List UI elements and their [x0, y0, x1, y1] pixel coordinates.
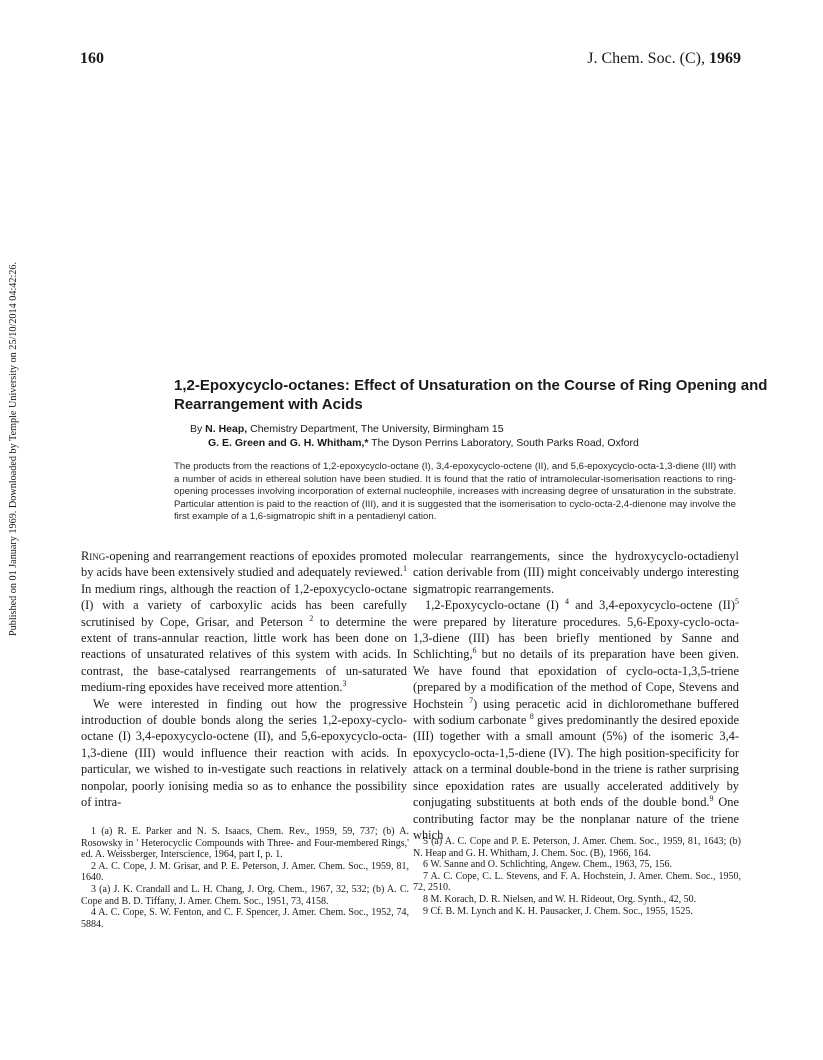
footnote: 4 A. C. Cope, S. W. Fenton, and C. F. Spencer, J. Amer. Chem. Soc., 1952, 74, 5884.: [81, 907, 409, 930]
reference-mark: 1: [403, 564, 407, 574]
footnote: 3 (a) J. K. Crandall and L. H. Chang, J. Org. Chem., 1967, 32, 532; (b) A. C. Cope and B. D. Tiffany, J. Amer. Chem. Soc., 1951, 73, 4158.: [81, 883, 409, 907]
text-run: were prepared by literature procedures. 5,6-Epoxy-cyclo-octa-1,3-diene (III) has been briefly mentioned by Sanne and Schlichting,: [413, 614, 739, 662]
author-line-1: [190, 422, 780, 436]
abstract: The products from the reactions of 1,2-epoxycyclo-octane (I), 3,4-epoxycyclo-octene (II), and 5,6-epoxycyclo-octa-1,3-diene (III) with a number of acids in ethereal solution have been studied. It is found that the ratio of intramolecular-isomerisation reactions to ring-opening processes involving incorporation of external nucleophile, increases with increasing degree of unsaturation in the substrate. Particular attention is paid to the reaction of (III), and it is suggested that the isomerisation to cyclo-octa-2,4-dienone may involve the first example of a 1,6-sigmatropic shift in a pentadienyl cation.: [174, 461, 736, 522]
reference-mark: 6: [472, 646, 477, 656]
footnotes-left: [81, 826, 409, 930]
text-run: but no details of its preparation have been given. We have found that epoxidation of cyclo-octa-1,3,5-triene (prepared by a modification of the method of Cope, Stevens and Hochstein: [413, 647, 739, 711]
page-number: 160: [80, 50, 104, 67]
body-column-left: [81, 548, 407, 811]
download-note-text: Published on 01 January 1969. Downloaded by Temple University on 25/10/2014 04:42:26.: [8, 261, 19, 636]
affiliation-1: Chemistry Department, The University, Birmingham 15: [247, 423, 504, 435]
author-name-1: N. Heap,: [205, 423, 248, 435]
journal-year: 1969: [709, 50, 741, 67]
footnote: 6 W. Sanne and O. Schlichting, Angew. Chem., 1963, 75, 156.: [423, 859, 673, 871]
download-margin-note: [6, 238, 20, 638]
paragraph: [81, 548, 407, 696]
text-run: gives predominantly the desired epoxide (III) together with a small amount (5%) of the isomeric 3,4-epoxycyclo-octa-1,5-diene (IV). The high position-specificity for attack on a terminal double-bond in the triene is rather surprising since epoxidation rates are usually accelerated additively by conjugating substituents at both ends of the double bond.: [413, 713, 740, 810]
article-title: 1,2-Epoxycyclo-octanes: Effect of Unsaturation on the Course of Ring Opening and Rearrangement with Acids: [174, 377, 768, 413]
reference-mark: 5: [735, 597, 739, 607]
footnote: 7 A. C. Cope, C. L. Stevens, and F. A. Hochstein, J. Amer. Chem. Soc., 1950, 72, 2510.: [413, 870, 741, 894]
text-run: One contributing factor may be the nonplanar nature of the triene which: [413, 795, 739, 842]
footnotes-right: [413, 836, 741, 917]
paragraph: [413, 597, 739, 843]
journal-reference: [587, 50, 741, 68]
reference-mark: 9: [709, 793, 714, 803]
affiliation-2: The Dyson Perrins Laboratory, South Parks Road, Oxford: [368, 437, 639, 449]
reference-mark: 8: [529, 711, 534, 721]
text-run: ) using peracetic acid in dichloromethane buffered with sodium carbonate: [413, 696, 740, 728]
body-column-right: [413, 548, 739, 843]
footnote: 1 (a) R. E. Parker and N. S. Isaacs, Chem. Rev., 1959, 59, 737; (b) A. Rosowsky in ' Heterocyclic Compounds with Three- and Four-membered Rings,' ed. A. Weissberger, Interscience, 1964, part I, p. 1.: [81, 826, 409, 861]
author-block: [190, 422, 780, 450]
footnote: 5 (a) A. C. Cope and P. E. Peterson, J. Amer. Chem. Soc., 1959, 81, 1643; (b) N. Heap and G. H. Whitham, J. Chem. Soc. (B), 1966, 164.: [413, 836, 741, 859]
reference-mark: 4: [564, 597, 569, 607]
text-run: and 3,4-epoxycyclo-octene (II): [568, 598, 735, 613]
reference-mark: 7: [469, 695, 474, 705]
author-name-2: G. E. Green and G. H. Whitham,*: [208, 437, 369, 449]
paragraph: molecular rearrangements, since the hydroxycyclo-octadienyl cation derivable from (III) might conceivably undergo interesting sigmatropic rearrangements.: [413, 549, 739, 596]
footnote: 8 M. Korach, D. R. Nielsen, and W. H. Rideout, Org. Synth., 42, 50.: [423, 893, 697, 905]
footnote: 2 A. C. Cope, J. M. Grisar, and P. E. Peterson, J. Amer. Chem. Soc., 1959, 81, 1640.: [81, 860, 409, 884]
text-run: In medium rings, although the reaction of 1,2-epoxycyclo-octane (I) with a variety of carboxylic acids has been carefully scrutinised by Cope, Grisar, and Peterson: [81, 581, 407, 629]
byline-prefix: By: [190, 423, 206, 435]
text-run: to determine the extent of trans-annular reaction, little work has been done on reactions of unsaturated relatives of this system with acids. In contrast, the base-catalysed rearrangements of un-saturated medium-ring epoxides have received more attention.: [81, 614, 408, 695]
paragraph: We were interested in finding out how the progressive introduction of double bonds along the series 1,2-epoxy-cyclo-octane (I) 3,4-epoxycyclo-octene (II), and 5,6-epoxycyclo-octa-1,3-diene (III) would influence their reaction with acids. In particular, we wished to in-vestigate such reactions in relatively nonpolar, poorly ionising media so as to enhance the possibility of intra-: [81, 696, 407, 810]
text-run: -opening and rearrangement reactions of epoxides promoted by acids have been extensively studied and adequately reviewed.: [81, 549, 407, 580]
journal-name: J. Chem. Soc. (C),: [587, 50, 709, 67]
author-line-2: [190, 436, 780, 450]
footnote: 9 Cf. B. M. Lynch and K. H. Pausacker, J. Chem. Soc., 1955, 1525.: [423, 905, 693, 917]
drop-word: Ring: [81, 549, 106, 563]
text-run: 1,2-Epoxycyclo-octane (I): [425, 598, 565, 613]
reference-mark: 3: [342, 679, 347, 689]
reference-mark: 2: [309, 613, 314, 623]
